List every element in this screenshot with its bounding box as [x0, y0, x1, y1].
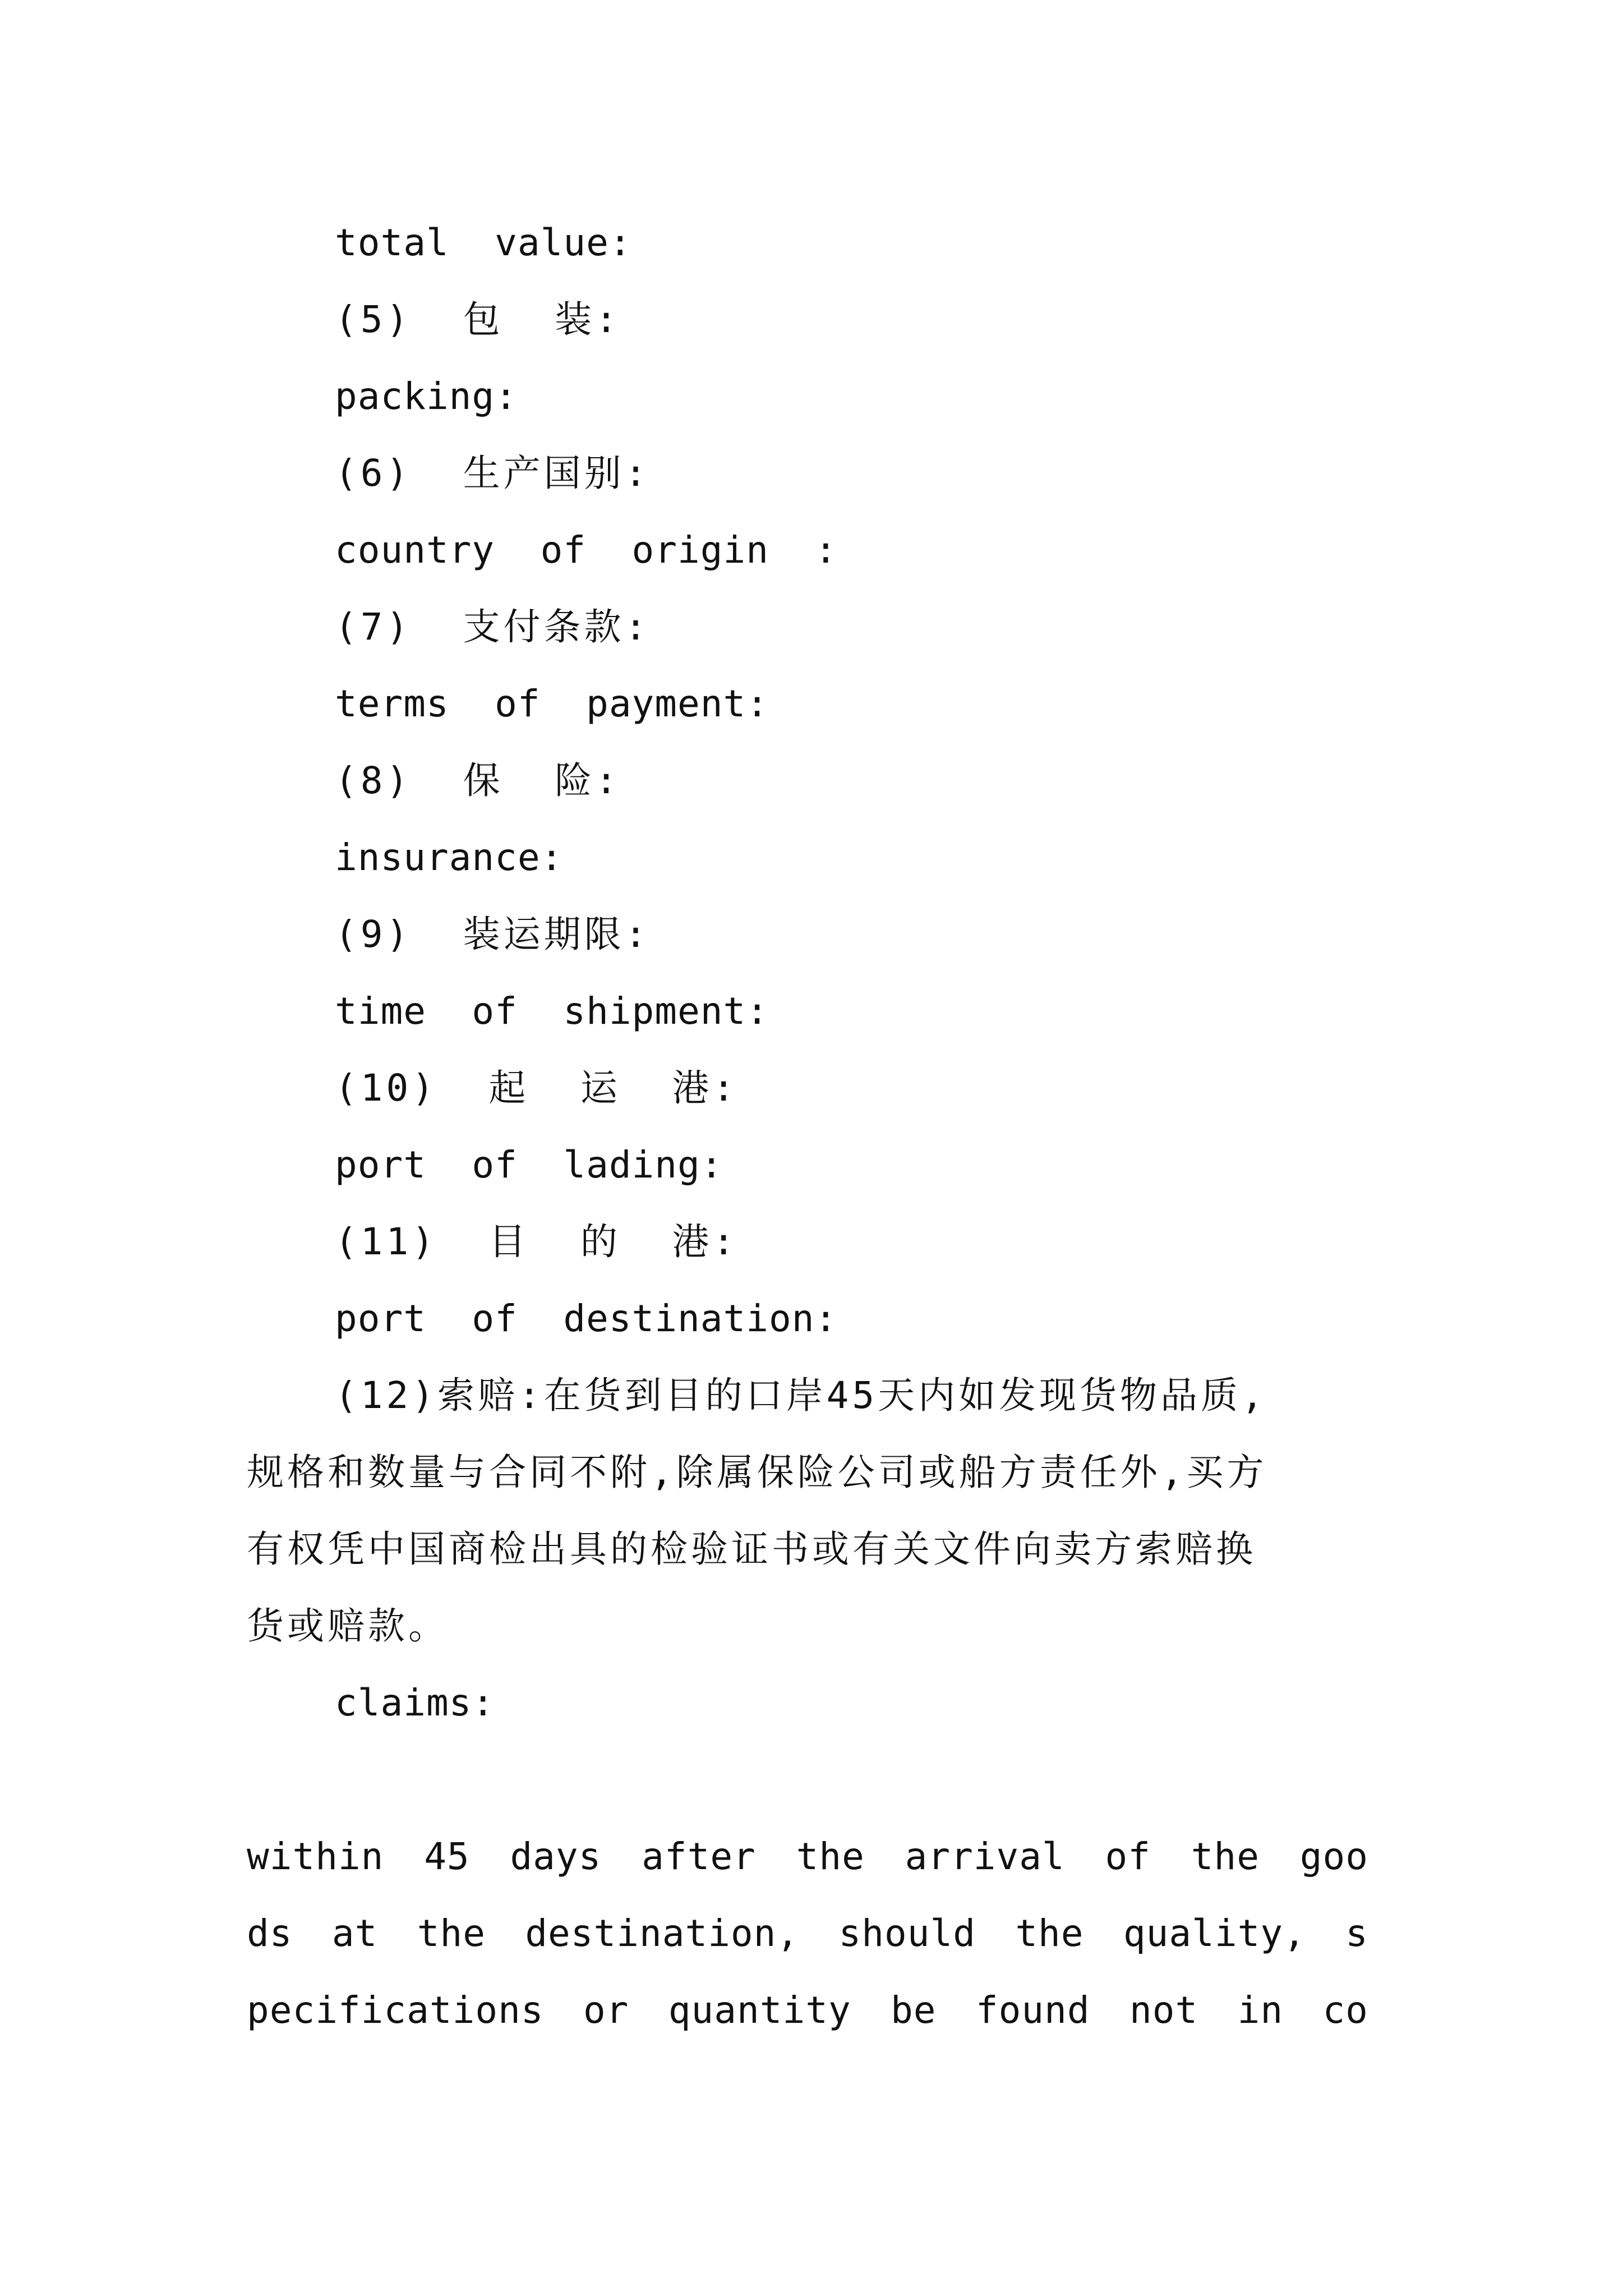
word: be	[891, 1989, 937, 2032]
line-claims-cn-3: 有权凭中国商检出具的检验证书或有关文件向卖方索赔换	[247, 1527, 1256, 1571]
word: s	[1345, 1912, 1368, 1955]
line-insurance: insurance:	[335, 836, 564, 879]
word: ds	[247, 1912, 293, 1955]
line-payment-cn: (7) 支付条款:	[335, 605, 651, 648]
word: co	[1322, 1989, 1368, 2032]
line-claims-cn-1: (12)索赔:在货到目的口岸45天内如发现货物品质,	[335, 1374, 1267, 1417]
word: not	[1129, 1989, 1198, 2032]
line-packing: packing:	[335, 375, 518, 418]
word: the	[417, 1912, 486, 1955]
line-claims-cn-2: 规格和数量与合同不附,除属保险公司或船方责任外,买方	[247, 1451, 1267, 1494]
line-port-of-destination: port of destination:	[335, 1297, 838, 1340]
word: should	[838, 1912, 976, 1955]
english-para-row-1	[247, 1832, 1368, 1882]
word: quantity	[668, 1989, 851, 2032]
word: the	[1015, 1912, 1084, 1955]
line-shipment-cn: (9) 装运期限:	[335, 913, 651, 956]
english-para-row-2	[247, 1908, 1368, 1959]
line-origin-cn: (6) 生产国别:	[335, 452, 651, 495]
line-port-of-lading: port of lading:	[335, 1143, 723, 1186]
word: at	[331, 1912, 378, 1955]
word: days	[510, 1835, 602, 1878]
word: goo	[1299, 1835, 1368, 1878]
line-packing-cn: (5) 包 装:	[335, 298, 621, 341]
word: pecifications	[247, 1989, 544, 2032]
line-country-of-origin: country of origin :	[335, 528, 838, 572]
word: quality,	[1123, 1912, 1306, 1955]
line-claims-cn-4: 货或赔款。	[247, 1604, 449, 1648]
word: within	[247, 1835, 384, 1878]
word: or	[583, 1989, 629, 2032]
word: found	[975, 1989, 1090, 2032]
line-destination-cn: (11) 目 的 港:	[335, 1220, 739, 1263]
word: the	[796, 1835, 865, 1878]
word: after	[642, 1835, 756, 1878]
line-total-value: total value:	[335, 221, 632, 264]
english-para-row-3	[247, 1985, 1368, 2036]
line-time-of-shipment: time of shipment:	[335, 990, 769, 1033]
word: 45	[424, 1835, 470, 1878]
word: in	[1237, 1989, 1284, 2032]
line-lading-cn: (10) 起 运 港:	[335, 1066, 739, 1110]
word: arrival	[905, 1835, 1065, 1878]
line-insurance-cn: (8) 保 险:	[335, 759, 621, 802]
word: of	[1105, 1835, 1151, 1878]
line-terms-of-payment: terms of payment:	[335, 682, 769, 725]
word: the	[1191, 1835, 1260, 1878]
word: destination,	[525, 1912, 800, 1955]
line-claims: claims:	[335, 1681, 495, 1724]
